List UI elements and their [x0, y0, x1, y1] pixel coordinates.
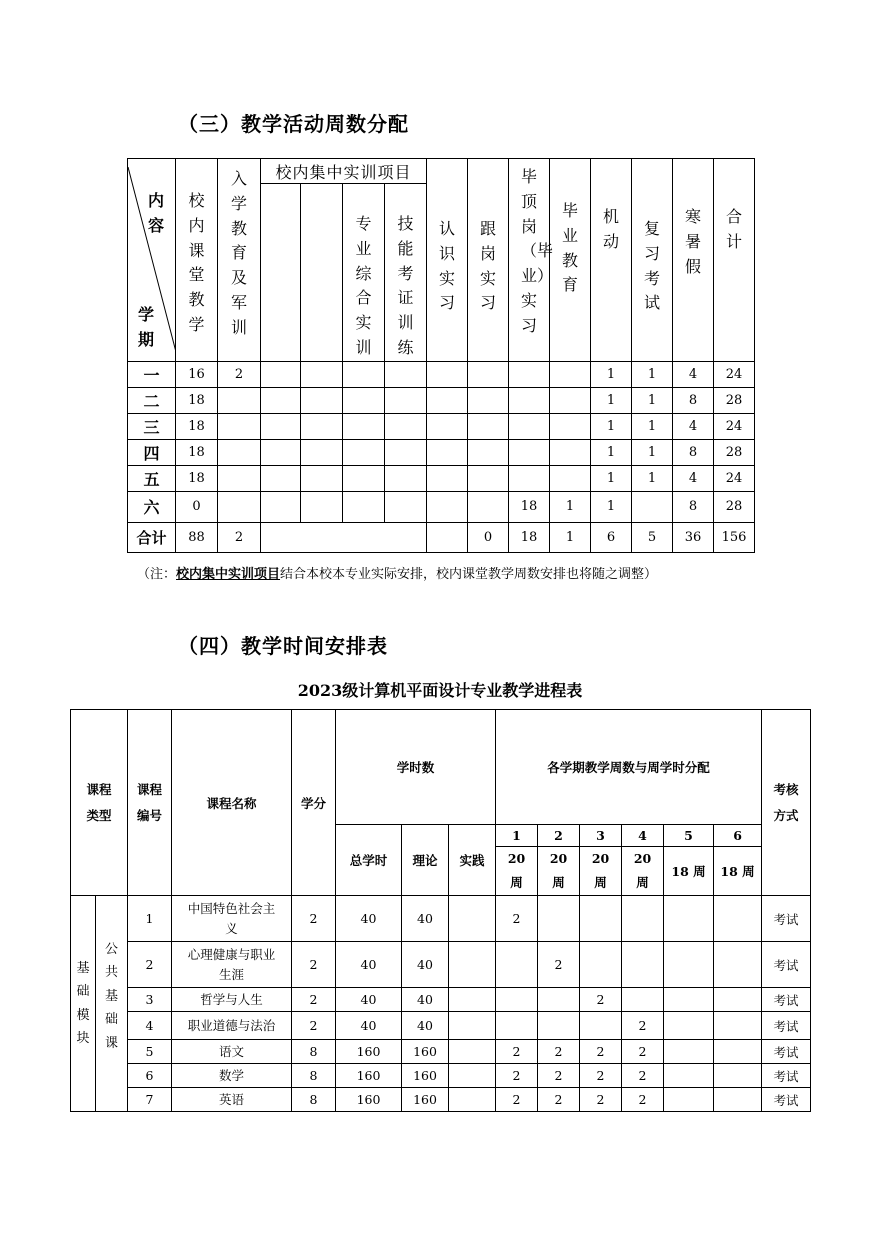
t2-weeks-4	[622, 847, 664, 896]
course-name: 英语	[172, 1088, 292, 1112]
course-term-hours: 2	[538, 1040, 580, 1064]
course-code: 3	[128, 988, 172, 1012]
t1-cell	[343, 387, 385, 413]
t1-header-text-7: 跟岗实习	[480, 219, 497, 313]
t1-cell	[301, 387, 343, 413]
t2-weeks-text: 18 周	[671, 864, 706, 879]
t1-header-row	[128, 159, 755, 184]
t2-weeks-text: 20周	[591, 851, 610, 890]
t1-cell	[427, 439, 468, 465]
t1-header-text-1: 入学教育及军训	[231, 169, 248, 337]
course-term-hours: 2	[580, 1064, 622, 1088]
t1-header-text-4: 专业综合实训	[355, 214, 372, 357]
t1-cell	[301, 465, 343, 491]
course-name: 中国特色社会主义	[172, 896, 292, 942]
t2-header-credit: 学分	[292, 710, 336, 896]
t1-cell	[385, 491, 427, 522]
t1-cell	[261, 413, 301, 439]
t1-cell: 18	[176, 413, 218, 439]
t1-cell	[218, 439, 261, 465]
t2-header-theory: 理论	[402, 825, 449, 896]
t1-row	[128, 491, 755, 522]
t1-cell	[218, 491, 261, 522]
t1-cell	[427, 491, 468, 522]
course-term-hours	[580, 942, 622, 988]
course-term-hours: 2	[580, 988, 622, 1012]
t1-cell: 24	[714, 465, 755, 491]
course-credit: 8	[292, 1088, 336, 1112]
t1-header-6	[427, 159, 468, 362]
t1-cell: 0	[468, 522, 509, 552]
t1-group-header: 校内集中实训项目	[261, 159, 427, 184]
t1-cell	[261, 439, 301, 465]
course-theory-hours: 40	[402, 942, 449, 988]
t1-cell	[468, 387, 509, 413]
note-link-text: 校内集中实训项目	[176, 567, 281, 582]
t1-cell	[427, 522, 468, 552]
t1-cell: 0	[176, 491, 218, 522]
t1-cell	[385, 361, 427, 387]
term-cell: 五	[128, 465, 176, 491]
t2-row	[71, 1064, 811, 1088]
course-practice-hours	[449, 988, 496, 1012]
t1-cell	[343, 413, 385, 439]
course-exam: 考试	[762, 896, 811, 942]
t1-cell	[261, 361, 301, 387]
term-cell: 一	[128, 361, 176, 387]
t1-cell	[218, 413, 261, 439]
t1-cell	[427, 465, 468, 491]
t1-cell	[301, 361, 343, 387]
course-term-hours	[496, 988, 538, 1012]
term-cell: 四	[128, 439, 176, 465]
t2-weeks-6	[714, 847, 762, 896]
corner-top-label: 内容	[148, 191, 165, 236]
course-term-hours	[538, 896, 580, 942]
t1-cell: 1	[591, 413, 632, 439]
term-cell: 三	[128, 413, 176, 439]
t1-cell	[301, 491, 343, 522]
course-total-hours: 160	[336, 1088, 402, 1112]
t1-row	[128, 413, 755, 439]
course-total-hours: 40	[336, 942, 402, 988]
t1-header-9	[550, 159, 591, 362]
t1-cell	[468, 361, 509, 387]
course-term-hours	[538, 1012, 580, 1040]
t2-header-exam	[762, 710, 811, 896]
course-practice-hours	[449, 1040, 496, 1064]
course-practice-hours	[449, 896, 496, 942]
t1-cell	[550, 439, 591, 465]
course-term-hours	[580, 896, 622, 942]
section3-title: （三）教学活动周数分配	[178, 112, 409, 136]
t1-cell: 4	[673, 361, 714, 387]
course-code: 4	[128, 1012, 172, 1040]
t1-cell	[385, 387, 427, 413]
t1-cell: 1	[632, 387, 673, 413]
t1-cell: 28	[714, 491, 755, 522]
t2-weeks-text: 20周	[507, 851, 526, 890]
t1-header-0	[176, 159, 218, 362]
course-theory-hours: 40	[402, 1012, 449, 1040]
teaching-weeks-table	[127, 158, 755, 553]
t1-cell	[385, 439, 427, 465]
t1-row	[128, 439, 755, 465]
t1-header-1	[218, 159, 261, 362]
t2-weeks-text: 20周	[549, 851, 568, 890]
t1-cell: 18	[176, 465, 218, 491]
course-exam: 考试	[762, 988, 811, 1012]
t1-cell: 88	[176, 522, 218, 552]
course-name: 职业道德与法治	[172, 1012, 292, 1040]
course-total-hours: 40	[336, 988, 402, 1012]
t2-header-name: 课程名称	[172, 710, 292, 896]
t1-cell: 4	[673, 465, 714, 491]
schedule-table-title: 2023级计算机平面设计专业教学进程表	[297, 681, 583, 700]
t1-cell: 8	[673, 491, 714, 522]
t1-cell	[509, 465, 550, 491]
t2-header-row-1	[71, 710, 811, 825]
t1-cell: 24	[714, 361, 755, 387]
total-label: 合计	[128, 522, 176, 552]
t2-header-dist: 各学期教学周数与周学时分配	[496, 710, 762, 825]
t2-term-2: 2	[538, 825, 580, 847]
t1-cell: 8	[673, 387, 714, 413]
t1-cell: 28	[714, 387, 755, 413]
t1-cell: 24	[714, 413, 755, 439]
t1-cell: 4	[673, 413, 714, 439]
t2-row	[71, 896, 811, 942]
course-term-hours	[580, 1012, 622, 1040]
t2-row	[71, 1040, 811, 1064]
course-term-hours	[622, 896, 664, 942]
t1-header-13	[714, 159, 755, 362]
t1-header-7	[468, 159, 509, 362]
course-credit: 2	[292, 942, 336, 988]
course-term-hours: 2	[496, 1040, 538, 1064]
course-practice-hours	[449, 1088, 496, 1112]
t2-row	[71, 1088, 811, 1112]
t1-cell	[509, 413, 550, 439]
t1-header-text-0: 校内课堂教学	[188, 191, 205, 334]
t1-header-11	[632, 159, 673, 362]
course-name: 数学	[172, 1064, 292, 1088]
t1-cell	[550, 361, 591, 387]
term-cell: 二	[128, 387, 176, 413]
t2-header-hours: 学时数	[336, 710, 496, 825]
course-exam: 考试	[762, 1064, 811, 1088]
t1-cell: 1	[591, 361, 632, 387]
t1-cell: 18	[176, 387, 218, 413]
course-credit: 8	[292, 1064, 336, 1088]
course-code: 6	[128, 1064, 172, 1088]
t1-cell: 5	[632, 522, 673, 552]
t1-cell	[343, 361, 385, 387]
t1-header-text-9: 毕业教育	[562, 201, 579, 295]
t1-cell: 1	[550, 491, 591, 522]
t1-cell: 1	[632, 439, 673, 465]
course-term-hours	[664, 1064, 714, 1088]
t2-weeks-3	[580, 847, 622, 896]
t1-cell	[385, 465, 427, 491]
t1-cell: 156	[714, 522, 755, 552]
course-total-hours: 40	[336, 896, 402, 942]
t2-header-practice: 实践	[449, 825, 496, 896]
submodule-text: 公共基础课	[105, 942, 119, 1051]
t2-term-4: 4	[622, 825, 664, 847]
t1-cell	[550, 413, 591, 439]
t1-cell	[550, 465, 591, 491]
t1-cell	[468, 491, 509, 522]
t1-header-3	[301, 184, 343, 362]
t2-header-type-text: 课程类型	[86, 781, 112, 823]
t1-total-row	[128, 522, 755, 552]
course-total-hours: 160	[336, 1064, 402, 1088]
corner-bottom-label: 学期	[138, 305, 155, 350]
course-term-hours: 2	[496, 1064, 538, 1088]
course-term-hours	[664, 1012, 714, 1040]
t1-cell	[509, 387, 550, 413]
t2-weeks-1	[496, 847, 538, 896]
t2-header-total: 总学时	[336, 825, 402, 896]
course-term-hours: 2	[538, 1088, 580, 1112]
course-term-hours	[714, 1040, 762, 1064]
t1-cell: 36	[673, 522, 714, 552]
course-term-hours: 2	[622, 1040, 664, 1064]
t1-cell	[301, 413, 343, 439]
t1-cell	[218, 465, 261, 491]
t1-header-text-10: 机动	[603, 207, 620, 251]
course-code: 1	[128, 896, 172, 942]
t1-header-4	[343, 184, 385, 362]
t2-term-5: 5	[664, 825, 714, 847]
submodule-cell	[96, 896, 128, 1112]
course-exam: 考试	[762, 942, 811, 988]
course-term-hours	[496, 942, 538, 988]
t1-cell: 18	[509, 522, 550, 552]
module-text: 基础模块	[76, 960, 90, 1046]
t1-cell: 2	[218, 522, 261, 552]
t1-cell	[343, 439, 385, 465]
t1-cell: 1	[632, 465, 673, 491]
t1-cell: 2	[218, 361, 261, 387]
note-prefix: （注：	[137, 567, 177, 582]
t1-cell	[509, 361, 550, 387]
course-code: 7	[128, 1088, 172, 1112]
t1-cell: 1	[632, 413, 673, 439]
course-term-hours	[714, 988, 762, 1012]
t2-weeks-5	[664, 847, 714, 896]
t1-cell: 6	[591, 522, 632, 552]
t1-cell	[468, 465, 509, 491]
t1-cell: 1	[591, 387, 632, 413]
course-credit: 2	[292, 896, 336, 942]
t1-header-text-11: 复习考试	[644, 219, 661, 313]
course-term-hours: 2	[496, 896, 538, 942]
course-term-hours: 2	[538, 1064, 580, 1088]
t1-cell: 1	[550, 522, 591, 552]
course-term-hours: 2	[622, 1012, 664, 1040]
schedule-table	[70, 709, 811, 1112]
t1-cell	[427, 413, 468, 439]
t1-header-5	[385, 184, 427, 362]
t2-row	[71, 988, 811, 1012]
course-credit: 2	[292, 1012, 336, 1040]
t1-header-text-12: 寒暑假	[685, 207, 702, 276]
t1-row	[128, 361, 755, 387]
t1-header-text-13: 合计	[726, 207, 743, 251]
term-cell: 六	[128, 491, 176, 522]
course-practice-hours	[449, 942, 496, 988]
t1-corner-cell	[128, 159, 176, 362]
course-theory-hours: 40	[402, 988, 449, 1012]
t2-header-code-text: 课程编号	[136, 781, 162, 823]
course-term-hours	[714, 942, 762, 988]
section4-title: （四）教学时间安排表	[178, 634, 388, 658]
t2-term-6: 6	[714, 825, 762, 847]
course-credit: 2	[292, 988, 336, 1012]
course-theory-hours: 40	[402, 896, 449, 942]
t2-term-3: 3	[580, 825, 622, 847]
course-term-hours	[496, 1012, 538, 1040]
course-practice-hours	[449, 1064, 496, 1088]
t1-cell	[301, 439, 343, 465]
t1-cell: 1	[591, 465, 632, 491]
course-term-hours	[664, 942, 714, 988]
course-term-hours	[664, 988, 714, 1012]
t1-cell: 18	[509, 491, 550, 522]
course-total-hours: 160	[336, 1040, 402, 1064]
course-term-hours: 2	[580, 1040, 622, 1064]
t2-header-code	[128, 710, 172, 896]
course-theory-hours: 160	[402, 1040, 449, 1064]
t1-cell: 1	[591, 491, 632, 522]
course-name: 心理健康与职业生涯	[172, 942, 292, 988]
course-theory-hours: 160	[402, 1064, 449, 1088]
t1-cell	[550, 387, 591, 413]
course-term-hours	[714, 1064, 762, 1088]
t1-cell-merged	[261, 522, 427, 552]
note-suffix: 结合本校本专业实际安排，校内课堂教学周数安排也将随之调整）	[280, 567, 658, 582]
t1-header-8	[509, 159, 554, 362]
t1-row	[128, 465, 755, 491]
course-term-hours: 2	[538, 942, 580, 988]
course-exam: 考试	[762, 1040, 811, 1064]
t1-cell: 16	[176, 361, 218, 387]
course-term-hours	[714, 1088, 762, 1112]
t1-cell: 1	[632, 361, 673, 387]
t1-header-12	[673, 159, 714, 362]
course-practice-hours	[449, 1012, 496, 1040]
course-code: 2	[128, 942, 172, 988]
course-term-hours	[714, 1012, 762, 1040]
course-term-hours: 2	[496, 1088, 538, 1112]
t1-header-text-5: 技能考证训练	[397, 214, 414, 357]
course-code: 5	[128, 1040, 172, 1064]
course-exam: 考试	[762, 1012, 811, 1040]
t2-weeks-text: 18 周	[720, 864, 755, 879]
t1-cell	[632, 491, 673, 522]
t2-weeks-text: 20周	[633, 851, 652, 890]
course-term-hours	[664, 896, 714, 942]
t1-cell: 1	[591, 439, 632, 465]
course-term-hours	[714, 896, 762, 942]
t1-header-10	[591, 159, 632, 362]
course-term-hours	[622, 942, 664, 988]
course-total-hours: 40	[336, 1012, 402, 1040]
course-name: 哲学与人生	[172, 988, 292, 1012]
t1-cell	[427, 387, 468, 413]
t1-header-2	[261, 184, 301, 362]
t1-cell: 18	[176, 439, 218, 465]
course-term-hours	[664, 1040, 714, 1064]
t2-header-type	[71, 710, 128, 896]
t1-cell	[218, 387, 261, 413]
t1-cell	[509, 439, 550, 465]
module-cell	[71, 896, 96, 1112]
t1-cell	[261, 387, 301, 413]
t2-row	[71, 1012, 811, 1040]
t2-row	[71, 942, 811, 988]
t1-header-text-6: 认识实习	[439, 219, 456, 313]
t1-cell	[343, 465, 385, 491]
t1-cell	[261, 491, 301, 522]
course-term-hours: 2	[622, 1064, 664, 1088]
course-theory-hours: 160	[402, 1088, 449, 1112]
t2-term-1: 1	[496, 825, 538, 847]
course-credit: 8	[292, 1040, 336, 1064]
course-term-hours	[538, 988, 580, 1012]
t1-cell	[468, 413, 509, 439]
t1-cell: 8	[673, 439, 714, 465]
course-name: 语文	[172, 1040, 292, 1064]
t1-cell	[261, 465, 301, 491]
course-term-hours	[664, 1088, 714, 1112]
t1-cell	[427, 361, 468, 387]
t1-header-text-8: 毕顶岗（毕业）实习	[521, 167, 554, 335]
t1-cell	[468, 439, 509, 465]
t1-row	[128, 387, 755, 413]
t1-cell: 28	[714, 439, 755, 465]
t1-cell	[385, 413, 427, 439]
course-term-hours	[622, 988, 664, 1012]
t1-cell	[343, 491, 385, 522]
course-term-hours: 2	[622, 1088, 664, 1112]
t2-weeks-2	[538, 847, 580, 896]
course-term-hours: 2	[580, 1088, 622, 1112]
table-note	[137, 563, 657, 582]
t2-header-exam-text: 考核方式	[773, 781, 799, 823]
course-exam: 考试	[762, 1088, 811, 1112]
